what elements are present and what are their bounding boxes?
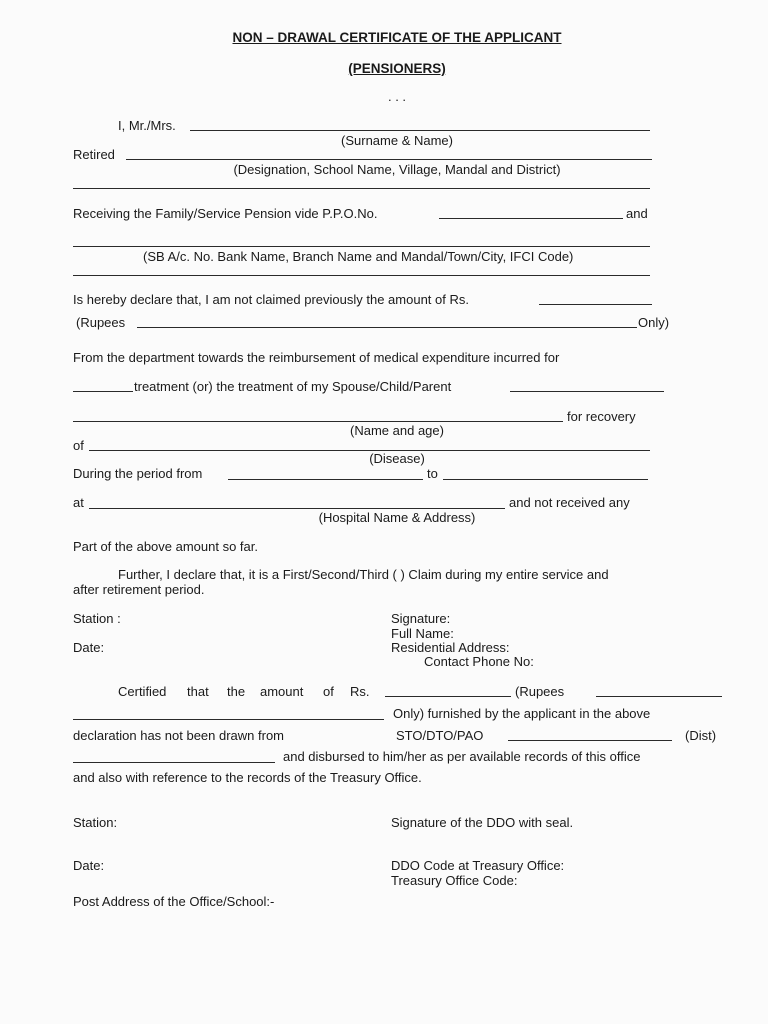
form-title: NON – DRAWAL CERTIFICATE OF THE APPLICANT [232,30,562,45]
period-from-blank[interactable] [228,479,423,480]
text-only-furnished: Only) furnished by the applicant in the above [393,706,651,721]
label-receiving-pension: Receiving the Family/Service Pension vide P.P.O.No. [73,206,378,221]
label-at: at [73,495,84,510]
hospital-blank[interactable] [89,508,505,509]
label-contact-phone: Contact Phone No: [424,654,534,669]
caption-surname-name: (Surname & Name) [341,133,453,148]
label-full-name: Full Name: [391,626,454,641]
caption-designation: (Designation, School Name, Village, Mandal and District) [233,162,561,177]
label-ddo-date: Date: [73,858,105,873]
cert-words-blank[interactable] [596,696,722,697]
caption-sb-account: (SB A/c. No. Bank Name, Branch Name and Mandal/Town/City, IFCI Code) [143,249,574,264]
label-residential-address: Residential Address: [391,640,510,655]
caption-hospital: (Hospital Name & Address) [318,510,476,525]
caption-disease: (Disease) [369,451,425,466]
word-certified: Certified [118,684,167,699]
title-dots: . . . [387,89,407,104]
word-of: of [323,684,334,699]
district-blank[interactable] [73,762,275,763]
text-disbursed: and disbursed to him/her as per available records of this office [283,749,641,764]
label-station: Station : [73,611,121,626]
treasury-name-blank[interactable] [508,740,672,741]
bank-details-continued-blank[interactable] [73,275,650,276]
label-to: to [427,466,438,481]
relation-blank[interactable] [510,391,664,392]
label-period-from: During the period from [73,466,203,481]
label-cert-rupees: (Rupees [515,684,565,699]
label-date: Date: [73,640,105,655]
label-for-recovery: for recovery [567,409,636,424]
word-rs: Rs. [350,684,370,699]
label-ddo-station: Station: [73,815,118,830]
label-and: and [626,206,648,221]
text-also-treasury: and also with reference to the records of the Treasury Office. [73,770,422,785]
label-signature: Signature: [391,611,451,626]
ppo-number-blank[interactable] [439,218,623,219]
label-retired: Retired [73,147,115,162]
period-to-blank[interactable] [443,479,648,480]
label-ddo-code: DDO Code at Treasury Office: [391,858,565,873]
label-signature-ddo: Signature of the DDO with seal. [391,815,574,830]
label-declare-amount: Is hereby declare that, I am not claimed previously the amount of Rs. [73,292,469,307]
text-after-retirement: after retirement period. [73,582,205,597]
label-only: Only) [638,315,670,330]
patient-name-age-blank[interactable] [73,421,563,422]
word-amount: amount [260,684,304,699]
label-not-received: and not received any [509,495,630,510]
name-blank[interactable] [190,130,650,131]
label-rupees: (Rupees [76,315,126,330]
label-sto-dto-pao: STO/DTO/PAO [396,728,484,743]
bank-details-blank[interactable] [73,246,650,247]
form-subtitle: (PENSIONERS) [348,61,446,76]
label-treatment: treatment (or) the treatment of my Spouse/Child/Parent [134,379,452,394]
amount-rs-blank[interactable] [539,304,652,305]
word-the: the [227,684,246,699]
designation-continued-blank[interactable] [73,188,650,189]
label-from-department: From the department towards the reimbursement of medical expenditure incurred for [73,350,560,365]
amount-words-blank[interactable] [137,327,637,328]
label-dist: (Dist) [685,728,717,743]
text-further-declare: Further, I declare that, it is a First/Second/Third ( ) Claim during my entire service and [118,567,609,582]
treatment-self-blank[interactable] [73,391,133,392]
cert-amount-blank[interactable] [385,696,511,697]
cert-words-continued-blank[interactable] [73,719,384,720]
label-part-amount: Part of the above amount so far. [73,539,259,554]
caption-name-age: (Name and age) [350,423,444,438]
label-treasury-code: Treasury Office Code: [391,873,518,888]
label-of: of [73,438,84,453]
label-post-address: Post Address of the Office/School:- [73,894,275,909]
word-that: that [187,684,209,699]
retired-designation-blank[interactable] [126,159,652,160]
text-declaration-not-drawn: declaration has not been drawn from [73,728,285,743]
label-i-mr-mrs: I, Mr./Mrs. [118,118,176,133]
